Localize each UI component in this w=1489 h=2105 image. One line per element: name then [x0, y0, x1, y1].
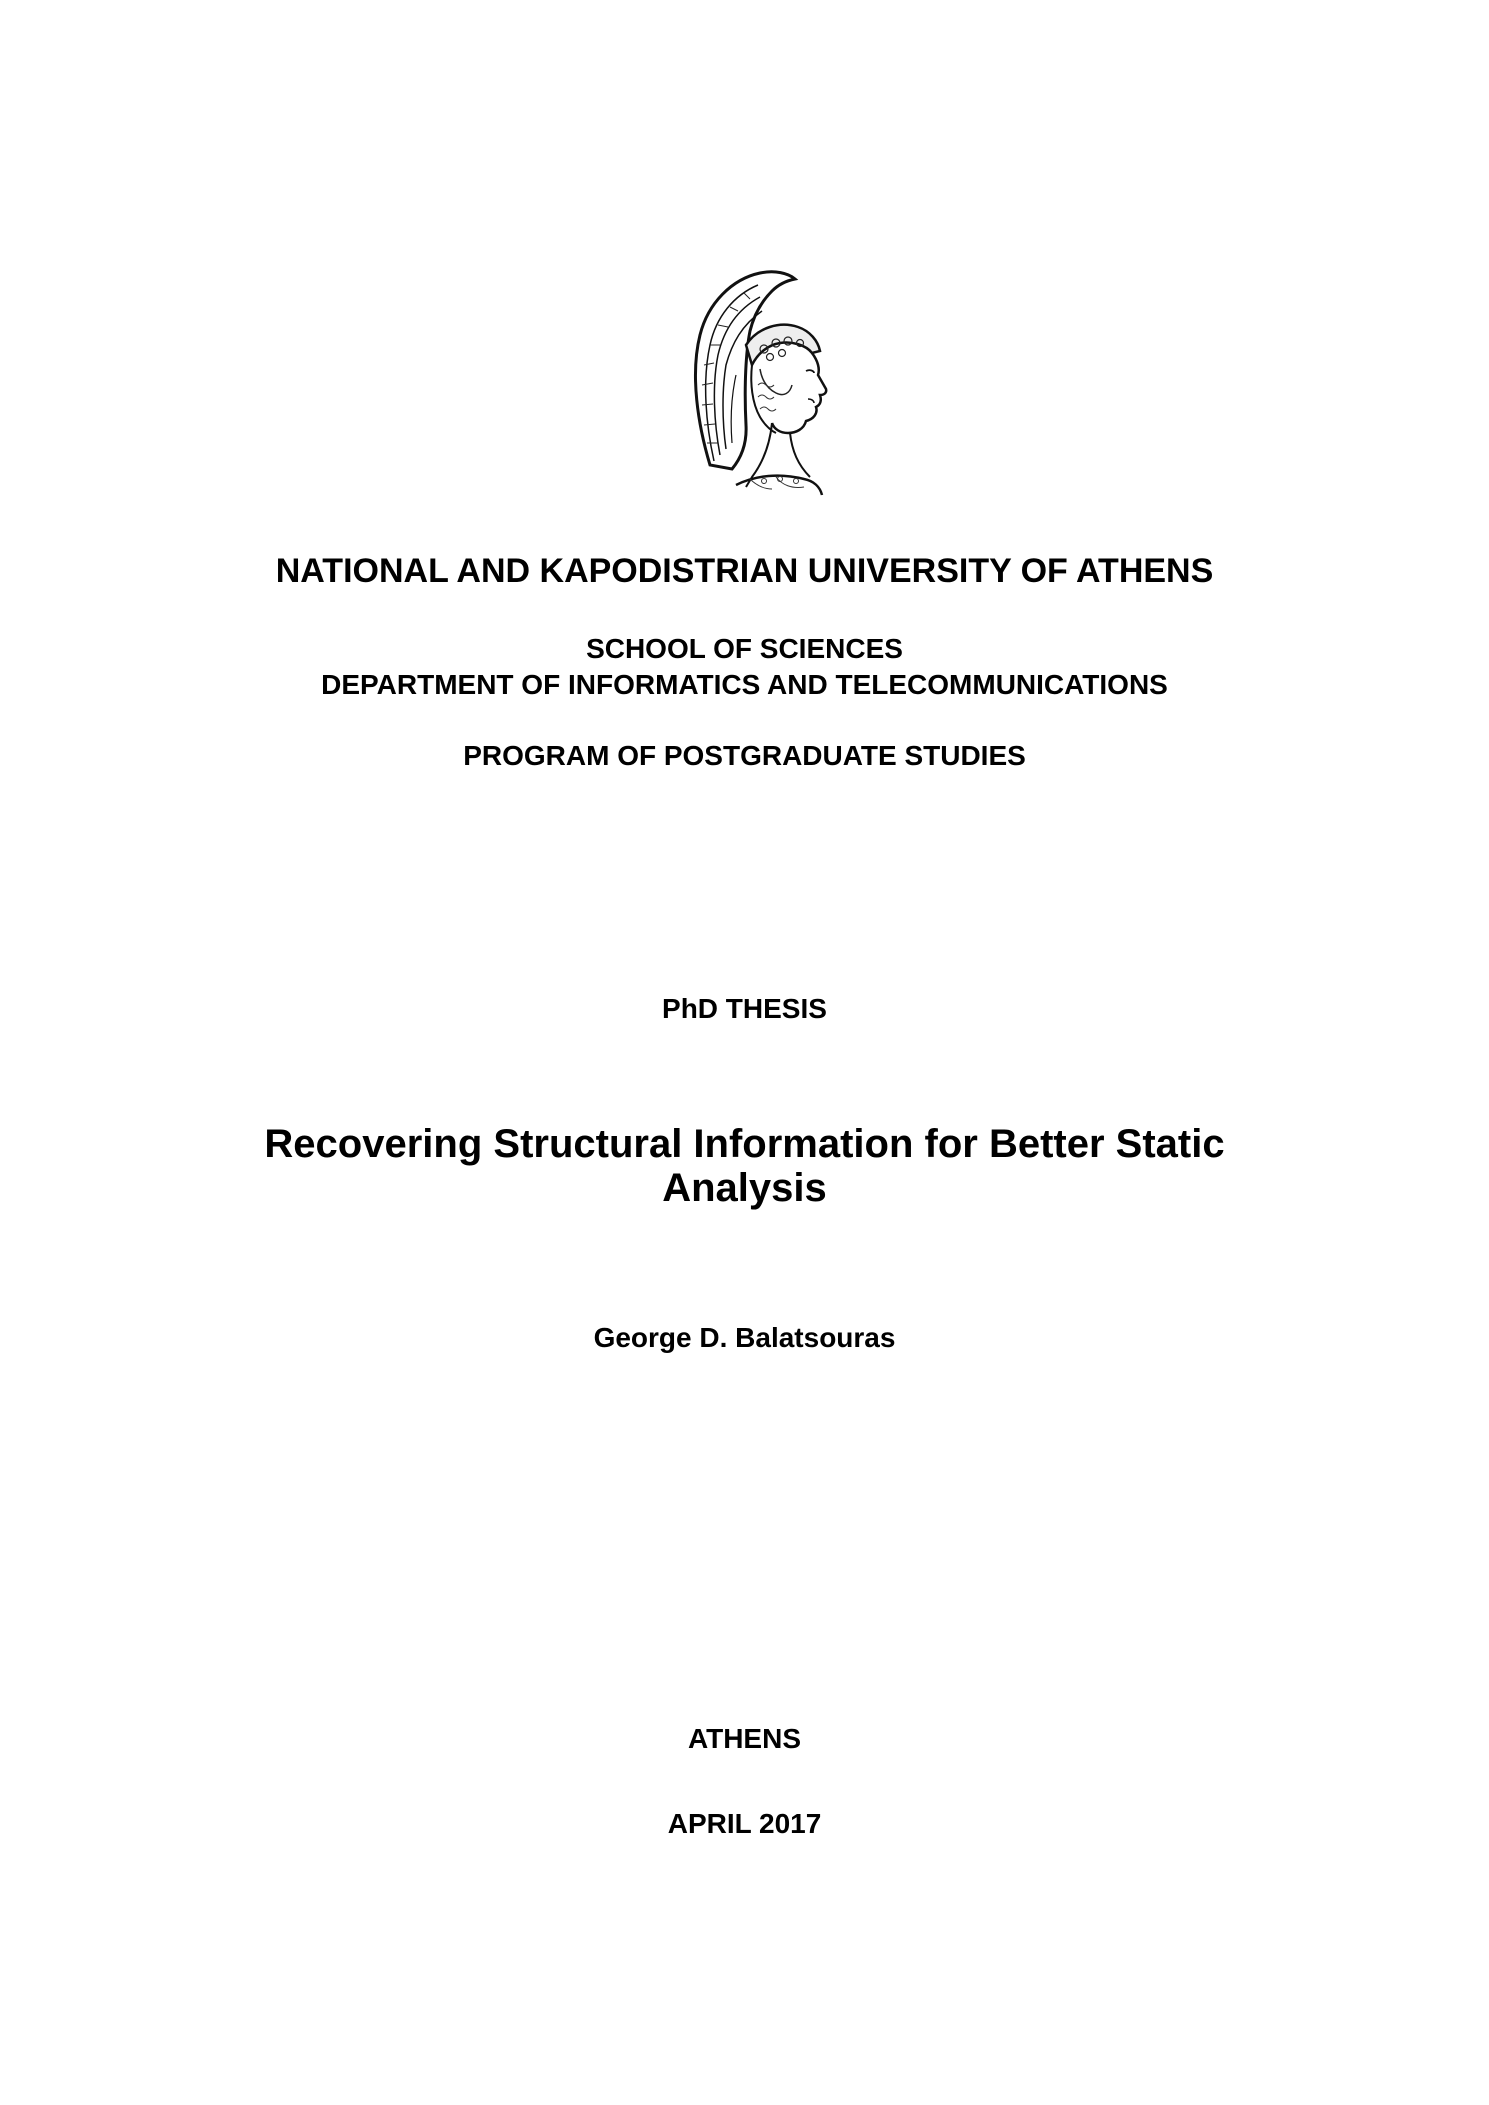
athena-head-emblem-icon [680, 265, 840, 500]
department-name: DEPARTMENT OF INFORMATICS AND TELECOMMUNICATIONS [321, 669, 1168, 700]
city: ATHENS [687, 1723, 802, 1754]
submission-date: APRIL 2017 [667, 1808, 822, 1839]
university-name: NATIONAL AND KAPODISTRIAN UNIVERSITY OF ATHENS [275, 552, 1214, 590]
author-name: George D. Balatsouras [593, 1322, 896, 1353]
thesis-type: PhD THESIS [662, 993, 827, 1024]
program-name: PROGRAM OF POSTGRADUATE STUDIES [463, 740, 1026, 771]
thesis-title: Recovering Structural Information for Better Static Analysis [264, 1122, 1225, 1210]
school-name: SCHOOL OF SCIENCES [586, 633, 903, 664]
